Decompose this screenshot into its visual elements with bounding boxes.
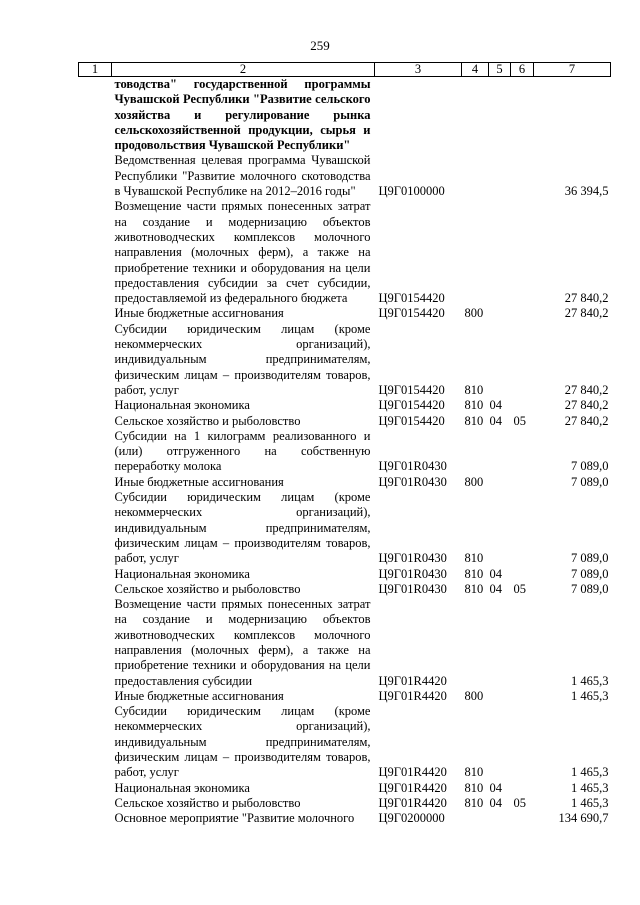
amount-cell: 7 089,0: [571, 474, 609, 489]
table-row: [79, 306, 611, 321]
table-row: [79, 490, 611, 566]
row-name-cell: Сельское хозяйство и рыболовство: [114, 795, 301, 810]
section-cell: [489, 811, 511, 826]
expense-type-cell: 810: [464, 780, 484, 795]
amount-cell: 27 840,2: [564, 382, 609, 397]
table-row: [79, 567, 611, 582]
section-cell: [489, 153, 511, 199]
row-name-cell: товодства" государственной программы Чувашской Республики "Развитие сельского хозяйства и регулирование рынка сельскохозяйственной продукции, сырья и продовольствия Чувашской Республики": [114, 77, 371, 153]
table-row: [79, 781, 611, 796]
row-number-cell: [79, 429, 112, 475]
row-name-cell: Иные бюджетные ассигнования: [114, 306, 284, 321]
budget-table: [78, 62, 611, 827]
table-row: [79, 689, 611, 704]
table-row: [79, 811, 611, 826]
target-code-cell: Ц9Г01R4420: [378, 780, 447, 795]
column-header: 7: [534, 63, 611, 77]
target-code-cell: Ц9Г01R4420: [378, 688, 447, 703]
table-row: [79, 704, 611, 780]
table-row: [79, 475, 611, 490]
amount-cell: 1 465,3: [571, 673, 609, 688]
row-number-cell: [79, 306, 112, 321]
section-cell: [489, 322, 511, 398]
amount-cell: 7 089,0: [571, 581, 609, 596]
row-number-cell: [79, 153, 112, 199]
subsection-cell: [511, 429, 534, 475]
section-cell: [489, 490, 511, 566]
amount-cell: 134 690,7: [558, 811, 609, 826]
subsection-cell: [511, 306, 534, 321]
row-name-cell: Субсидии юридическим лицам (кроме некоммерческих организаций), индивидуальным предпринимателям, физическим лицам – производителям товаров, работ, услуг: [114, 704, 371, 780]
subsection-cell: [511, 704, 534, 780]
row-number-cell: [79, 582, 112, 597]
target-code-cell: Ц9Г0154420: [378, 382, 445, 397]
subsection-cell: [511, 689, 534, 704]
target-code-cell: Ц9Г0100000: [378, 184, 445, 199]
section-cell: 04: [489, 780, 502, 795]
expense-type-cell: [462, 77, 489, 154]
subsection-cell: [511, 77, 534, 154]
subsection-cell: [511, 398, 534, 413]
target-code-cell: Ц9Г0154420: [378, 398, 445, 413]
expense-type-cell: 810: [464, 398, 484, 413]
section-cell: [489, 689, 511, 704]
amount-cell: [534, 77, 611, 154]
row-name-cell: Иные бюджетные ассигнования: [114, 688, 284, 703]
section-cell: [489, 306, 511, 321]
subsection-cell: 05: [513, 413, 526, 428]
row-name-cell: Возмещение части прямых понесенных затрат на создание и модернизацию объектов животноводческих комплексов молочного направления (молочных ферм), а также на приобретение техники и оборудования на цели предоставления субсидии за счет субсидии, предоставляемой из федерального бюджета: [114, 199, 371, 306]
expense-type-cell: 810: [464, 551, 484, 566]
table-row: [79, 414, 611, 429]
row-number-cell: [79, 781, 112, 796]
amount-cell: 7 089,0: [571, 551, 609, 566]
row-number-cell: [79, 796, 112, 811]
subsection-cell: [511, 153, 534, 199]
table-row: [79, 398, 611, 413]
row-name-cell: Основное мероприятие "Развитие молочного: [114, 811, 355, 826]
column-header: 4: [462, 63, 489, 77]
target-code-cell: Ц9Г01R0430: [378, 566, 447, 581]
section-cell: [489, 77, 511, 154]
table-row: [79, 597, 611, 689]
target-code-cell: Ц9Г01R0430: [378, 459, 447, 474]
subsection-cell: [511, 567, 534, 582]
target-code-cell: [375, 77, 462, 154]
amount-cell: 36 394,5: [564, 184, 609, 199]
target-code-cell: Ц9Г01R0430: [378, 474, 447, 489]
section-cell: 04: [489, 566, 502, 581]
table-row: [79, 582, 611, 597]
subsection-cell: [511, 811, 534, 826]
row-number-cell: [79, 567, 112, 582]
expense-type-cell: [462, 811, 489, 826]
row-name-cell: Сельское хозяйство и рыболовство: [114, 413, 301, 428]
table-header-row: [79, 63, 611, 77]
section-cell: 04: [489, 581, 502, 596]
page-number: 259: [310, 38, 330, 53]
row-number-cell: [79, 811, 112, 826]
section-cell: [489, 704, 511, 780]
row-number-cell: [79, 398, 112, 413]
row-number-cell: [79, 322, 112, 398]
target-code-cell: Ц9Г0200000: [378, 811, 445, 826]
section-cell: [489, 475, 511, 490]
column-header: 1: [79, 63, 112, 77]
row-number-cell: [79, 77, 112, 154]
expense-type-cell: [462, 199, 489, 306]
row-number-cell: [79, 704, 112, 780]
subsection-cell: [511, 781, 534, 796]
target-code-cell: Ц9Г01R4420: [378, 795, 447, 810]
expense-type-cell: 810: [464, 413, 484, 428]
amount-cell: 1 465,3: [571, 795, 609, 810]
row-name-cell: Ведомственная целевая программа Чувашской Республики "Развитие молочного скотоводства в Чувашской Республике на 2012–2016 годы": [114, 153, 371, 199]
column-header: 6: [511, 63, 534, 77]
expense-type-cell: 810: [464, 566, 484, 581]
amount-cell: 1 465,3: [571, 688, 609, 703]
section-cell: [489, 429, 511, 475]
row-number-cell: [79, 414, 112, 429]
section-cell: [489, 199, 511, 306]
section-cell: 04: [489, 795, 502, 810]
table-row: [79, 429, 611, 475]
column-header: 3: [375, 63, 462, 77]
amount-cell: 7 089,0: [571, 566, 609, 581]
row-name-cell: Сельское хозяйство и рыболовство: [114, 581, 301, 596]
row-number-cell: [79, 597, 112, 689]
amount-cell: 1 465,3: [571, 780, 609, 795]
amount-cell: 27 840,2: [564, 306, 609, 321]
row-name-cell: Субсидии юридическим лицам (кроме некоммерческих организаций), индивидуальным предпринимателям, физическим лицам – производителям товаров, работ, услуг: [114, 490, 371, 566]
row-name-cell: Национальная экономика: [114, 780, 250, 795]
subsection-cell: [511, 475, 534, 490]
row-name-cell: Национальная экономика: [114, 566, 250, 581]
row-number-cell: [79, 689, 112, 704]
expense-type-cell: 810: [464, 795, 484, 810]
row-name-cell: Субсидии на 1 килограмм реализованного и (или) отгруженного на собственную переработку молока: [114, 428, 371, 474]
expense-type-cell: [462, 153, 489, 199]
amount-cell: 27 840,2: [564, 291, 609, 306]
row-number-cell: [79, 199, 112, 306]
amount-cell: 27 840,2: [564, 413, 609, 428]
expense-type-cell: 810: [464, 765, 484, 780]
target-code-cell: Ц9Г0154420: [378, 413, 445, 428]
table-row: [79, 77, 611, 154]
table-row: [79, 322, 611, 398]
amount-cell: 7 089,0: [571, 459, 609, 474]
target-code-cell: Ц9Г01R0430: [378, 551, 447, 566]
row-name-cell: Субсидии юридическим лицам (кроме некоммерческих организаций), индивидуальным предпринимателям, физическим лицам – производителям товаров, работ, услуг: [114, 321, 371, 397]
subsection-cell: [511, 490, 534, 566]
section-cell: 04: [489, 413, 502, 428]
expense-type-cell: 800: [464, 474, 484, 489]
subsection-cell: [511, 322, 534, 398]
subsection-cell: 05: [513, 795, 526, 810]
section-cell: 04: [489, 398, 502, 413]
row-name-cell: Иные бюджетные ассигнования: [114, 474, 284, 489]
target-code-cell: Ц9Г01R4420: [378, 673, 447, 688]
amount-cell: 1 465,3: [571, 765, 609, 780]
target-code-cell: Ц9Г01R4420: [378, 765, 447, 780]
row-number-cell: [79, 490, 112, 566]
table-row: [79, 153, 611, 199]
expense-type-cell: 800: [464, 688, 484, 703]
subsection-cell: [511, 597, 534, 689]
subsection-cell: [511, 199, 534, 306]
subsection-cell: 05: [513, 581, 526, 596]
target-code-cell: Ц9Г0154420: [378, 306, 445, 321]
table-row: [79, 796, 611, 811]
expense-type-cell: [462, 429, 489, 475]
row-name-cell: Возмещение части прямых понесенных затрат на создание и модернизацию объектов животноводческих комплексов молочного направления (молочных ферм), а также на приобретение техники и оборудования на цели предоставления субсидии: [114, 597, 371, 688]
target-code-cell: Ц9Г0154420: [378, 291, 445, 306]
column-header: 5: [489, 63, 511, 77]
expense-type-cell: 810: [464, 581, 484, 596]
target-code-cell: Ц9Г01R0430: [378, 581, 447, 596]
row-name-cell: Национальная экономика: [114, 398, 250, 413]
expense-type-cell: [462, 597, 489, 689]
column-header: 2: [112, 63, 375, 77]
amount-cell: 27 840,2: [564, 398, 609, 413]
section-cell: [489, 597, 511, 689]
expense-type-cell: 810: [464, 382, 484, 397]
expense-type-cell: 800: [464, 306, 484, 321]
table-row: [79, 199, 611, 306]
row-number-cell: [79, 475, 112, 490]
